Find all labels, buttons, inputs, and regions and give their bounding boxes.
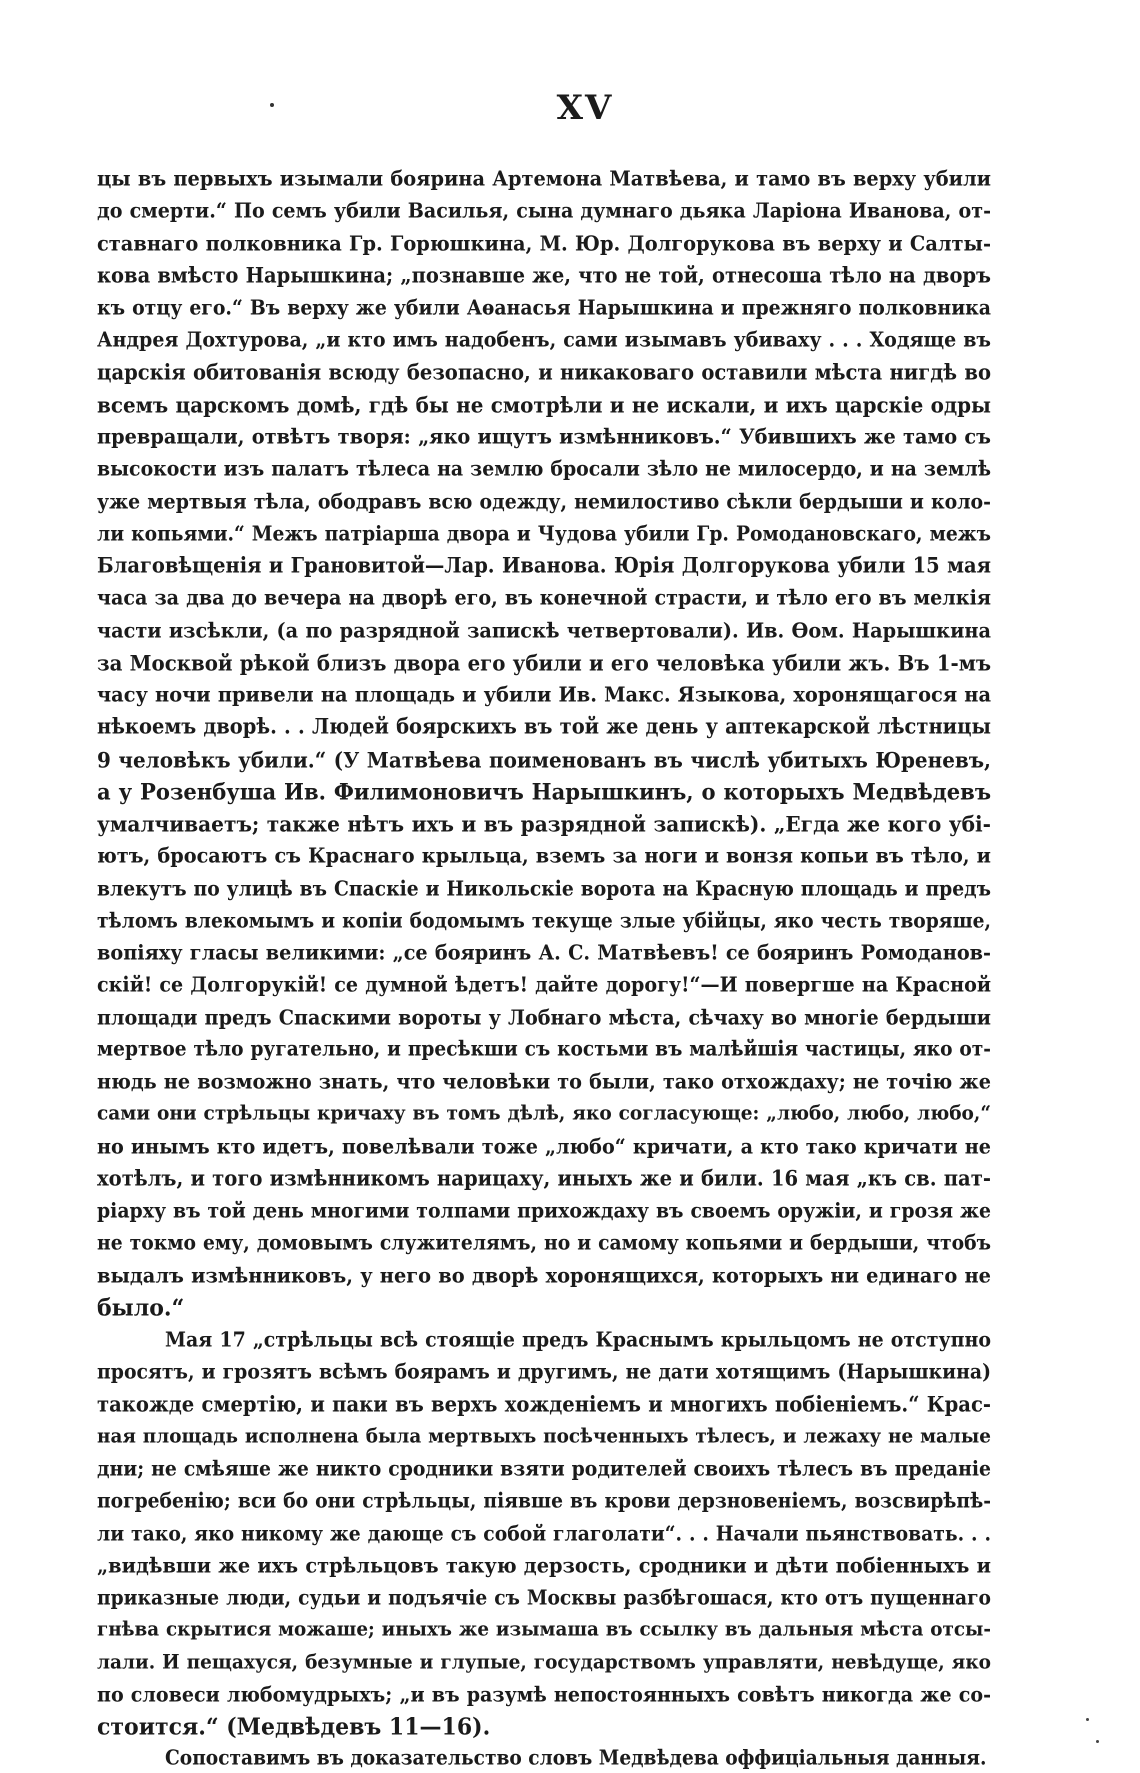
text-line: ли копьями.“ Межъ патріарша двора и Чудова убили Гр. Ромодановскаго, межъ [97, 521, 991, 546]
text-line: кова вмѣсто Нарышкина; „познавше же, что не той, отнесоша тѣло на дворъ [97, 262, 991, 288]
text-line: ютъ, бросаютъ съ Краснаго крыльца, вземъ за ноги и вонзя копьи въ тѣло, и [97, 843, 991, 869]
page-number: XV [556, 88, 614, 128]
text-line: площади предъ Спаскими вороты у Лобнаго мѣста, сѣчаху во многіе бердыши [97, 1004, 991, 1030]
body-text [97, 163, 991, 1773]
text-line: просятъ, и грозятъ всѣмъ боярамъ и другимъ, не дати хотящимъ (Нарышкина) [97, 1360, 991, 1385]
text-line: такожде смертію, и паки въ верхъ хожденіемъ и многихъ побіеніемъ.“ Крас- [97, 1391, 991, 1417]
text-line: умалчиваетъ; также нѣтъ ихъ и въ разрядной запискѣ). „Егда же кого убі- [97, 811, 991, 837]
text-line: скій! се Долгорукій! се думной ѣдетъ! дайте дорогу!“—И повергше на Красной [97, 972, 991, 998]
text-line: царскія обитованія всюду безопасно, и никаковаго оставили мѣста нигдѣ во [97, 359, 991, 385]
text-line: выдалъ измѣнниковъ, у него во дворѣ хоронящихся, которыхъ ни единаго не [97, 1262, 991, 1288]
text-line: было.“ [97, 1293, 185, 1322]
text-line: Сопоставимъ въ доказательство словъ Медвѣдева оффиціальныя данныя. [165, 1747, 987, 1771]
text-line: 9 человѣкъ убили.“ (У Матвѣева поименованъ въ числѣ убитыхъ Юреневъ, [97, 746, 991, 773]
text-line: ріарху въ той день многими толпами прихождаху въ своемъ оружіи, и грозя же [97, 1199, 991, 1223]
text-line: сами они стрѣльцы кричаху въ томъ дѣлѣ, яко согласующе: „любо, любо, любо,“ [97, 1102, 991, 1126]
text-line: превращали, отвѣтъ творя: „яко ищутъ измѣнниковъ.“ Убившихъ же тамо съ [97, 424, 991, 449]
print-speck [1096, 1740, 1099, 1743]
text-line: ная площадь исполнена была мертвыхъ посѣченныхъ тѣлесъ, и лежаху не малые [97, 1424, 991, 1448]
text-line: до смерти.“ По семъ убили Василья, сына думнаго дьяка Ларіона Иванова, от- [97, 198, 991, 224]
text-line: всемъ царскомъ домѣ, гдѣ бы не смотрѣли и не искали, и ихъ царскіе одры [97, 391, 991, 418]
text-line: нюдь не возможно знать, что человѣки то были, тако отхождаху; не точію же [97, 1069, 991, 1094]
text-line: за Москвой рѣкой близъ двора его убили и его человѣка убили жъ. Въ 1-мъ [97, 649, 991, 676]
text-line: Мая 17 „стрѣльцы всѣ стоящіе предъ Краснымъ крыльцомъ не отступно [165, 1328, 991, 1352]
text-line: по словеси любомудрыхъ; „и въ разумѣ непостоянныхъ совѣтъ никогда же со- [97, 1682, 991, 1707]
text-line: лали. И пещахуся, безумные и глупые, государствомъ управляти, невѣдуще, яко [97, 1650, 991, 1674]
text-line: тѣломъ влекомымъ и копіи бодомымъ текуще злые убійцы, яко честь творяше, [97, 908, 991, 933]
text-line: но инымъ кто идетъ, повелѣвали тоже „любо“ кричати, а кто тако кричати не [97, 1133, 991, 1159]
text-line: „видѣвши же ихъ стрѣльцовъ такую дерзость, сродники и дѣти побіенныхъ и [97, 1552, 991, 1578]
text-line: часа за два до вечера на дворѣ его, въ конечной страсти, и тѣло его въ мелкія [97, 585, 991, 611]
text-line: къ отцу его.“ Въ верху же убили Аѳанасья Нарышкина и прежняго полковника [97, 296, 991, 320]
text-line: вопіяху гласы великими: „се бояринъ А. С. Матвѣевъ! се бояринъ Ромоданов- [97, 940, 991, 965]
text-line: высокости изъ палатъ тѣлеса на землю бросали зѣло не милосердо, и на землѣ [97, 457, 991, 482]
print-speck [1086, 1718, 1089, 1721]
text-line: нѣкоемъ дворѣ. . . Людей боярскихъ въ той же день у аптекарской лѣстницы [97, 714, 991, 740]
text-line: Андрея Дохтурова, „и кто имъ надобенъ, сами изымавъ убиваху . . . Ходяще въ [97, 328, 991, 353]
text-line: Благовѣщенія и Грановитой—Лар. Иванова. Юрія Долгорукова убили 15 мая [97, 553, 991, 578]
text-line: ставнаго полковника Гр. Горюшкина, М. Юр. Долгорукова въ верху и Салты- [97, 230, 991, 256]
text-line: дни; не смѣяше же никто сродники взяти родителей своихъ тѣлесъ въ преданіе [97, 1457, 991, 1481]
text-line: уже мертвыя тѣла, ободравъ всю одежду, немилостиво сѣкли бердыши и коло- [97, 489, 991, 514]
text-line: ли тако, яко никому же дающе съ собой глаголати“. . . Начали пьянствовать. . . [97, 1521, 991, 1546]
text-line: стоится.“ (Медвѣдевъ 11—16). [97, 1712, 491, 1742]
text-line: мертвое тѣло ругательно, и пресѣкши съ костьми въ малѣйшія частицы, яко от- [97, 1037, 991, 1061]
text-line: влекутъ по улицѣ въ Спаскіе и Никольскіе ворота на Красную площадь и предъ [97, 876, 991, 901]
text-line: приказные люди, судьи и подъячіе съ Москвы разбѣгошася, кто отъ пущеннаго [97, 1586, 991, 1610]
text-line: а у Розенбуша Ив. Филимоновичъ Нарышкинъ, о которыхъ Медвѣдевъ [97, 777, 991, 805]
text-line: не токмо ему, домовымъ служителямъ, но и самому копьями и бердыши, чтобъ [97, 1231, 991, 1256]
text-line: цы въ первыхъ изымали боярина Артемона Матвѣева, и тамо въ верху убили [97, 166, 991, 191]
text-line: погребенію; вси бо они стрѣльцы, піявше въ крови дерзновеніемъ, возсвирѣпѣ- [97, 1489, 991, 1514]
text-line: гнѣва скрытися можаше; иныхъ же изымаша въ ссылку въ дальныя мѣста отсы- [97, 1618, 991, 1642]
text-line: части изсѣкли, (а по разрядной запискѣ четвертовали). Ив. Ѳом. Нарышкина [97, 617, 991, 643]
text-line: хотѣлъ, и того измѣнникомъ нарицаху, иныхъ же и били. 16 мая „къ св. пат- [97, 1165, 991, 1191]
text-line: часу ночи привели на площадь и убили Ив. Макс. Языкова, хоронящагося на [97, 682, 991, 707]
